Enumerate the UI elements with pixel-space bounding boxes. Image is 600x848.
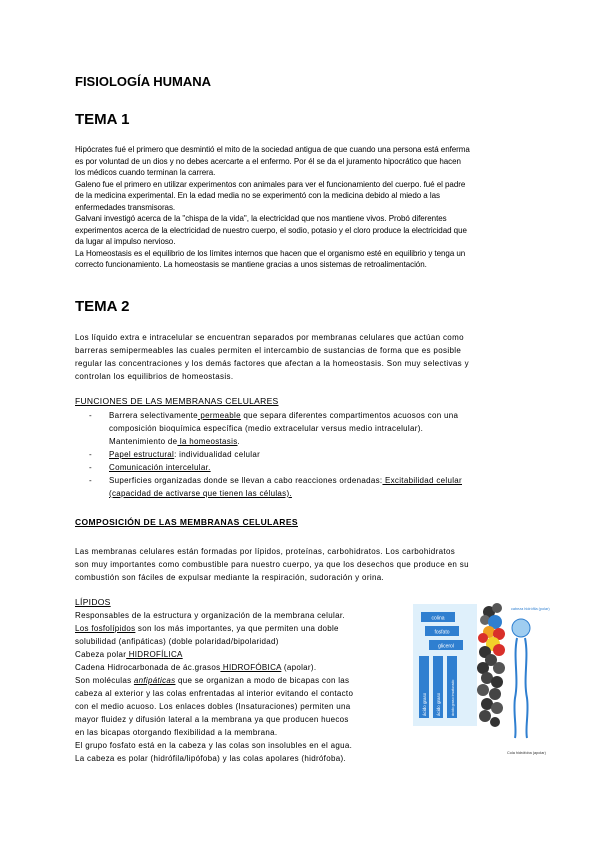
tema2-intro-line: regular las concentraciones y los demás factores que afectan a la homeostasis. Son muy selectivas y <box>75 359 469 368</box>
list-text: Barrera selectivamente <box>109 411 198 420</box>
tema2-intro <box>75 331 529 383</box>
composicion-line: son muy importantes como combustible para nuestro cuerpo, ya que los desechos que produce en su <box>75 560 469 569</box>
lipidos-line: Responsables de la estructura y organización de la membrana celular. <box>75 611 345 620</box>
list-text: que separa diferentes compartimentos acuosos con una <box>240 411 459 420</box>
lipidos-line: cabeza al exterior y las colas enfrentadas al interior evitando el contacto <box>75 689 354 698</box>
figure-label-top: cabeza hidrófila (polar) <box>511 607 550 611</box>
funciones-title: FUNCIONES DE LAS MEMBRANAS CELULARES <box>75 396 279 406</box>
phospholipid-figure <box>411 598 550 766</box>
tema1-line: de la medicina experimental. En la edad media no se experimentó con la medicina debido al miedo a las <box>75 191 440 200</box>
lipidos-line <box>75 622 405 635</box>
lipidos-underlined: HIDROFÓBICA <box>220 663 282 672</box>
tema1-line: enfermedades transmisoras. <box>75 202 176 212</box>
lipidos-text <box>75 609 405 765</box>
tema1-line: da lugar al impulso nervioso. <box>75 237 176 246</box>
tema1-line: Hipócrates fué el primero que desmintió el mito de la sociedad antigua de que cuando una persona está enferma <box>75 145 470 154</box>
funciones-list <box>75 409 535 500</box>
composicion-line: Las membranas celulares están formadas por lípidos, proteínas, carbohidratos. Los carbohidratos <box>75 547 456 556</box>
tema1-line: La Homeostasis es el equilibrio de los límites internos que hacen que el organismo esté en equilibrio y tenga un <box>75 248 466 258</box>
list-item: - Superficies organizadas donde se llevan a cabo reacciones ordenadas: Excitabilidad celular (capacidad de activarse que tienen las células). <box>89 476 462 498</box>
lipidos-line: El grupo fosfato está en la cabeza y las colas son insolubles en el agua. <box>75 741 353 750</box>
list-text-underlined: Papel estructural <box>109 450 175 459</box>
lipidos-underlined: HIDROFÍLICA <box>126 650 183 659</box>
lipidos-line <box>75 661 405 674</box>
lipidos-line: La cabeza es polar (hidrófila/lipófoba) y las colas apolares (hidrófoba). <box>75 754 346 763</box>
composicion-title: COMPOSICIÓN DE LAS MEMBRANAS CELULARES <box>75 517 298 527</box>
tema2-intro-line: controlan los equilibrios de homeostasis. <box>75 372 234 381</box>
tema1-line: Galeno fue el primero en utilizar experimentos con animales para ver el funcionamiento del cuerpo. fué el padre <box>75 179 466 189</box>
acido-graso-label: ácido graso <box>422 692 427 716</box>
lipidos-text: Son moléculas <box>75 676 134 685</box>
tema1-line: Galvani investigó acerca de la "chispa de la vida", la electricidad que nos mantiene vivos. Probó diferentes <box>75 214 447 223</box>
lipidos-text: Cadena Hidrocarbonada de ác.grasos <box>75 663 221 672</box>
lipidos-text: (apolar). <box>281 663 317 672</box>
lipidos-title: LÍPIDOS <box>75 597 111 607</box>
list-text-underlined: Excitabilidad celular <box>382 476 462 485</box>
lipidos-line <box>75 674 405 687</box>
composicion-text <box>75 545 529 584</box>
lipidos-line: con el medio acuoso. Los enlaces dobles (Insaturaciones) permiten una <box>75 702 351 711</box>
list-item: - Papel estructural: individualidad celular <box>89 450 261 459</box>
tema1-line: es por voluntad de un dios y no debes acercarte a el enfermo. Por él se da el juramento hipocrático que hacen <box>75 156 461 166</box>
composicion-line: combustión son fáciles de expulsar mediante la respiración, sudoración y orina. <box>75 573 385 582</box>
lipidos-text: que se organizan a modo de bicapas con las <box>175 676 350 685</box>
lipidos-line <box>75 648 405 661</box>
lipidos-line: en las bicapas otorgando flexibilidad a la membrana. <box>75 728 278 737</box>
tema1-line: los médicos cuando terminan la carrera. <box>75 168 216 177</box>
list-item: - Barrera selectivamente permeable que separa diferentes compartimentos acuosos con una composición bioquímica específica (medio extracelular versus medio intracelular). Mantenimiento de la homeostasis. <box>89 411 459 446</box>
figure-label-bottom: Cola hidrófoba (apolar) <box>507 751 546 755</box>
tema1-text <box>75 144 527 271</box>
glicerol-label: glicerol <box>438 643 454 650</box>
tema2-intro-line: barreras semipermeables las cuales permiten el intercambio de sustancias de forma que es posible <box>75 346 462 355</box>
lipidos-line: mayor fluidez y difusión lateral a la membrana ya que producen huecos <box>75 715 349 724</box>
list-text-underlined: la homeostasis <box>177 437 238 446</box>
lipidos-text: Cabeza polar <box>75 650 127 659</box>
acido-graso-label: ácido graso <box>436 692 441 716</box>
tema2-heading: TEMA 2 <box>75 298 130 315</box>
acido-insaturado-label: ácido graso insaturado <box>451 679 455 716</box>
list-text: . <box>237 437 241 446</box>
lipidos-line: solubilidad (anfipáticas) (doble polaridad/bipolaridad) <box>75 637 279 646</box>
tema2-intro-line: Los líquido extra e intracelular se encuentran separados por membranas celulares que actúan como <box>75 333 464 342</box>
tema1-line: correcto funcionamiento. La homeostasis se mantiene gracias a unos sistemas de retroalimentación. <box>75 260 427 269</box>
list-text: Mantenimiento de <box>109 437 178 446</box>
list-text-underlined: permeable <box>197 411 241 420</box>
page-title: FISIOLOGÍA HUMANA <box>75 74 212 89</box>
list-text-underlined: (capacidad de activarse que tienen las células). <box>109 489 292 498</box>
list-text: Superficies organizadas donde se llevan a cabo reacciones ordenadas: <box>109 476 383 485</box>
list-text: composición bioquímica específica (medio extracelular versus medio intracelular). <box>109 424 424 433</box>
list-item: - Comunicación intercelular. <box>89 463 211 472</box>
list-text-underlined: Comunicación intercelular. <box>109 463 211 472</box>
colina-label: colina <box>431 615 445 622</box>
tema1-line: experimentos acerca de la electricidad de nuestro cuerpo, el sodio, potasio y el cloro produce la electricidad que <box>75 225 467 235</box>
list-text: : individualidad celular <box>174 450 261 459</box>
lipidos-text: son los más importantes, ya que permiten una doble <box>135 624 339 633</box>
tema1-heading: TEMA 1 <box>75 111 130 128</box>
lipidos-underlined: anfipáticas <box>133 676 176 685</box>
lipidos-underlined: Los fosfolípidos <box>75 624 136 633</box>
fosfato-label: fosfato <box>434 629 450 636</box>
